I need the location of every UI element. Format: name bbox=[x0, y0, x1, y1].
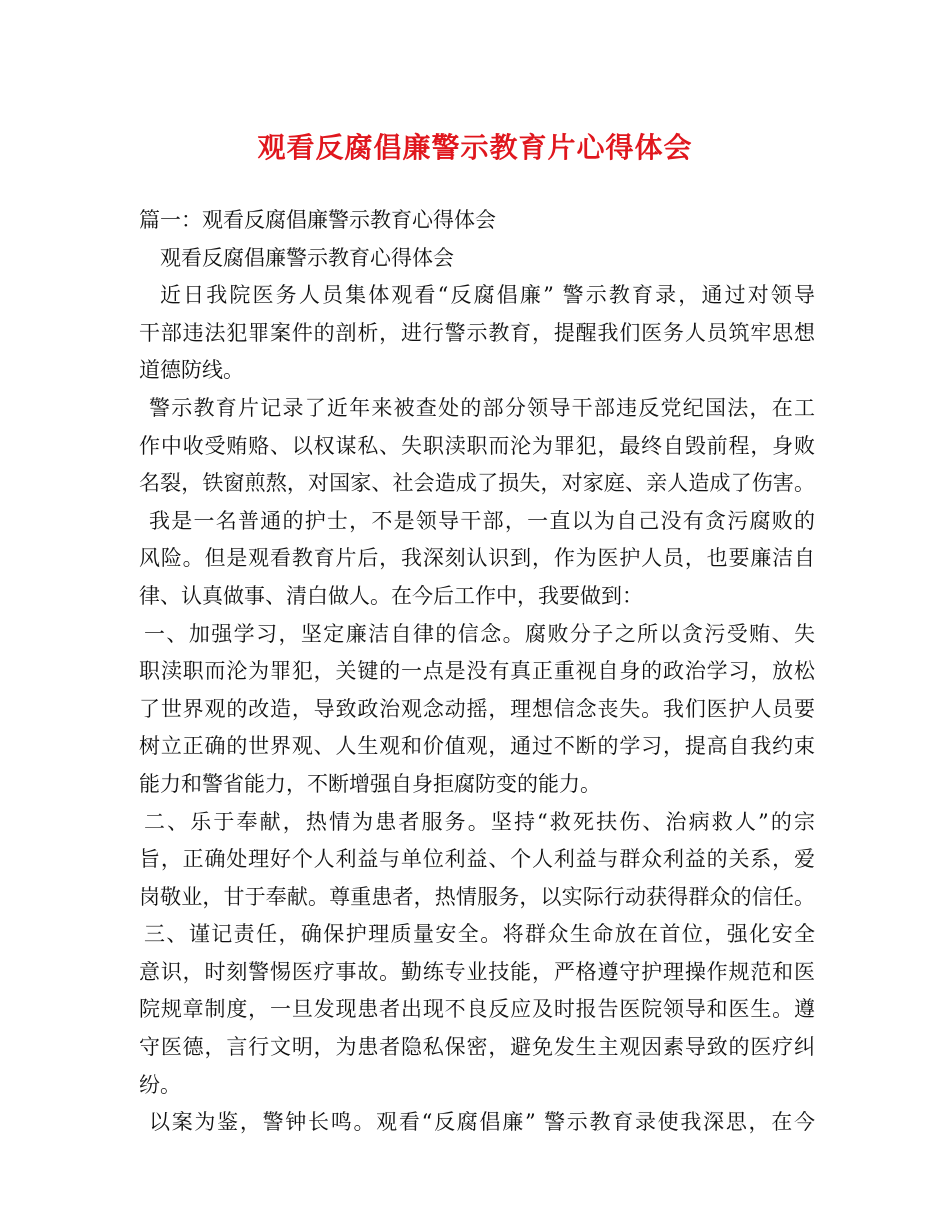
paragraph-line: 一、加强学习，坚定廉洁自律的信念。腐败分子之所以贪污受贿、失 bbox=[144, 621, 815, 646]
paragraph-line: 树立正确的世界观、人生观和价值观，通过不断的学习，提高自我约束 bbox=[139, 734, 815, 759]
paragraph-line: 干部违法犯罪案件的剖析，进行警示教育，提醒我们医务人员筑牢思想 bbox=[139, 320, 815, 345]
paragraph-line: 院规章制度，一旦发现患者出现不良反应及时报告医院领导和医生。遵 bbox=[139, 997, 815, 1022]
paragraph-line: 守医德，言行文明，为患者隐私保密，避免发生主观因素导致的医疗纠 bbox=[139, 1035, 815, 1060]
paragraph-line: 意识，时刻警惕医疗事故。勤练专业技能，严格遵守护理操作规范和医 bbox=[139, 959, 815, 984]
section-heading: 篇一：观看反腐倡廉警示教育心得体会 bbox=[139, 208, 496, 232]
paragraph-line: 名裂，铁窗煎熬，对国家、社会造成了损失，对家庭、亲人造成了伤害。 bbox=[139, 471, 815, 496]
paragraph-line: 近日我院医务人员集体观看“反腐倡廉” 警示教育录，通过对领导 bbox=[160, 283, 815, 308]
paragraph-line: 我是一名普通的护士，不是领导干部，一直以为自己没有贪污腐败的 bbox=[149, 508, 815, 533]
paragraph-line: 三、谨记责任，确保护理质量安全。将群众生命放在首位，强化安全 bbox=[144, 922, 815, 947]
paragraph-line: 律、认真做事、清白做人。在今后工作中，我要做到： bbox=[139, 583, 643, 608]
document-body bbox=[139, 202, 815, 1142]
paragraph-line: 能力和警省能力，不断增强自身拒腐防变的能力。 bbox=[139, 771, 601, 796]
paragraph-line: 旨，正确处理好个人利益与单位利益、个人利益与群众利益的关系，爱 bbox=[139, 847, 815, 872]
paragraph-line: 了世界观的改造，导致政治观念动摇，理想信念丧失。我们医护人员要 bbox=[139, 696, 815, 721]
paragraph-line: 风险。但是观看教育片后，我深刻认识到，作为医护人员，也要廉洁自 bbox=[139, 546, 815, 571]
paragraph-line: 警示教育片记录了近年来被查处的部分领导干部违反党纪国法，在工 bbox=[149, 395, 815, 420]
paragraph-line: 纷。 bbox=[139, 1072, 181, 1097]
paragraph-line: 道德防线。 bbox=[139, 358, 244, 383]
paragraph-line: 职渎职而沦为罪犯，关键的一点是没有真正重视自身的政治学习，放松 bbox=[139, 659, 815, 684]
paragraph-line: 以案为鉴，警钟长鸣。观看“反腐倡廉” 警示教育录使我深思，在今 bbox=[149, 1110, 815, 1135]
document-title: 观看反腐倡廉警示教育片心得体会 bbox=[257, 131, 693, 164]
paragraph-line: 作中收受贿赂、以权谋私、失职渎职而沦为罪犯，最终自毁前程，身败 bbox=[139, 433, 815, 458]
article-subtitle: 观看反腐倡廉警示教育心得体会 bbox=[160, 245, 454, 270]
paragraph-line: 二、乐于奉献，热情为患者服务。坚持“救死扶伤、治病救人”的宗 bbox=[144, 809, 815, 834]
paragraph-line: 岗敬业，甘于奉献。尊重患者，热情服务，以实际行动获得群众的信任。 bbox=[139, 884, 815, 909]
